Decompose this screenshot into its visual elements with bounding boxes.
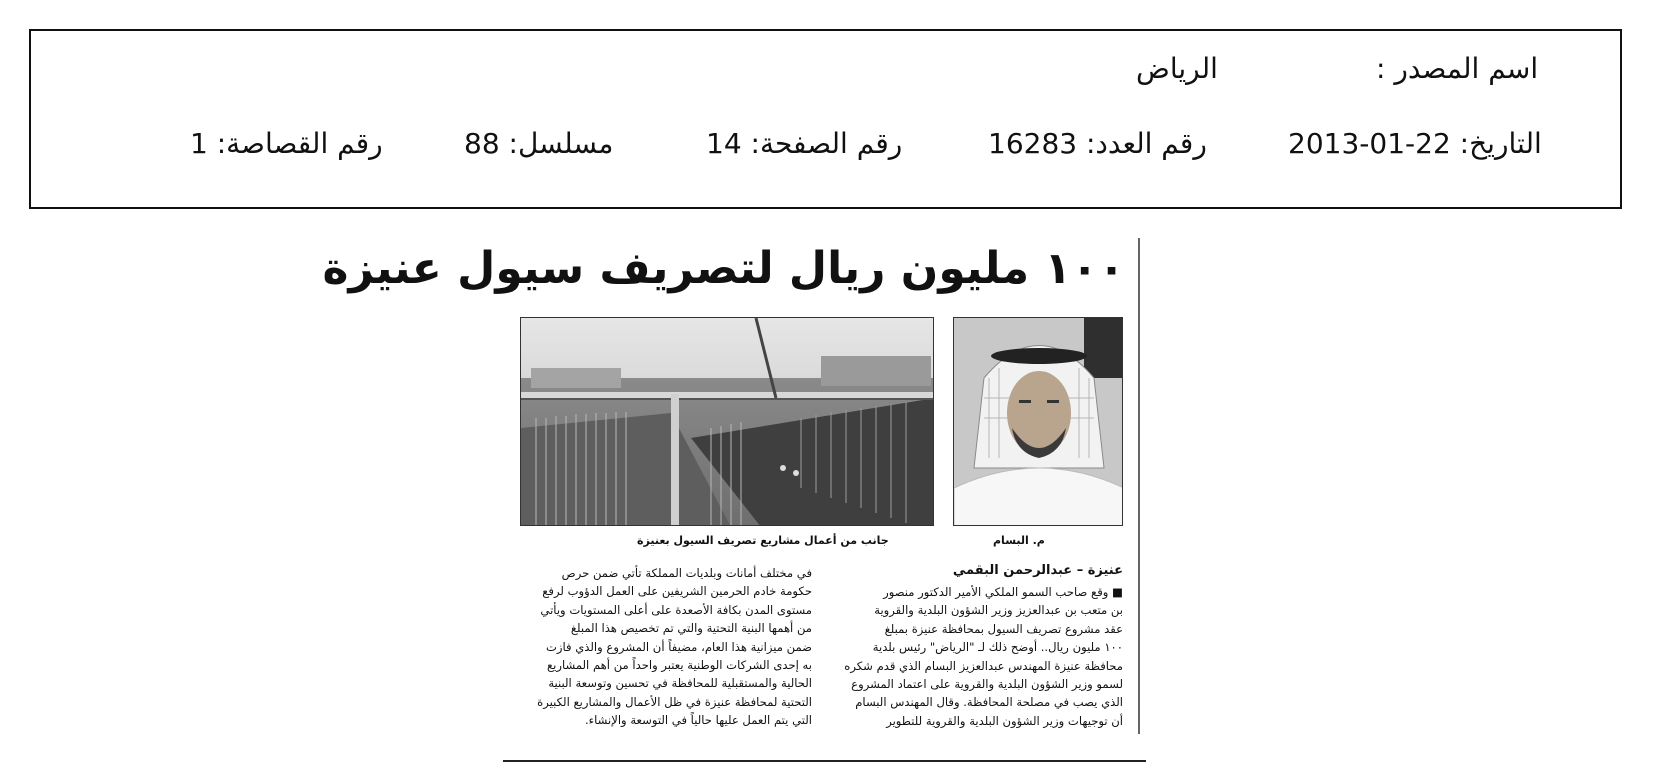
clipping-right-rule bbox=[1138, 238, 1140, 734]
source-label: اسم المصدر : bbox=[1376, 52, 1539, 85]
source-value: الرياض bbox=[1136, 52, 1218, 85]
column-line: أن توجيهات وزير الشؤون البلدية والقروية للتطوير bbox=[886, 713, 1123, 728]
column-line: به إحدى الشركات الوطنية يعتبر واحداً من أهم المشاريع bbox=[546, 658, 812, 673]
column-line: محافظة عنيزة المهندس عبدالعزيز البسام الذي قدم شكره bbox=[844, 658, 1123, 673]
column-line: بن متعب بن عبدالعزيز وزير الشؤون البلدية والقروية bbox=[874, 603, 1123, 618]
column-line: الحالية والمستقبلية للمحافظة في تحسين وتوسعة البنية bbox=[548, 676, 812, 691]
column-line: ضمن ميزانية هذا العام، مضيفاً أن المشروع والذي فازت bbox=[545, 639, 812, 654]
date-field: التاريخ: 22-01-2013 bbox=[1288, 127, 1542, 160]
clipping-bottom-rule bbox=[503, 760, 1146, 762]
column-line: التي يتم العمل عليها حالياً في التوسعة والإنشاء. bbox=[584, 713, 812, 728]
column-line: عقد مشروع تصريف السيول بمحافظة عنيزة بمبلغ bbox=[884, 621, 1123, 636]
column-line: ١٠٠ مليون ريال.. أوضح ذلك لـ "الرياض" رئيس بلدية bbox=[872, 640, 1123, 655]
column-line: من أهمها البنية التحتية والتي تم تخصيص هذا المبلغ bbox=[570, 621, 812, 636]
column-line: الذي يصب في مصلحة المحافظة. وقال المهندس البسام bbox=[855, 695, 1123, 710]
serial-number-field: مسلسل: 88 bbox=[464, 127, 614, 160]
article-column-right bbox=[832, 583, 1123, 730]
construction-photo bbox=[520, 317, 934, 526]
article-byline: عنيزة – عبدالرحمن البقمي bbox=[952, 563, 1123, 578]
column-line: التحتية لمحافظة عنيزة في ظل الأعمال والمشاريع الكبيرة bbox=[537, 694, 812, 709]
construction-photo-caption: جانب من أعمال مشاريع تصريف السيول بعنيزة bbox=[637, 534, 889, 547]
page-number-field: رقم الصفحة: 14 bbox=[706, 127, 903, 160]
column-line: لسمو وزير الشؤون البلدية والقروية على اعتماد المشروع bbox=[851, 677, 1123, 692]
column-line: حكومة خادم الحرمين الشريفين على العمل الدؤوب لرفع bbox=[542, 584, 812, 599]
article-column-left bbox=[520, 564, 812, 730]
issue-number-field: رقم العدد: 16283 bbox=[988, 127, 1207, 160]
article-headline: ١٠٠ مليون ريال لتصريف سيول عنيزة bbox=[322, 243, 1125, 294]
column-line: ■ وقع صاحب السمو الملكي الأمير الدكتور منصور bbox=[883, 585, 1123, 599]
portrait-photo bbox=[953, 317, 1123, 526]
portrait-photo-caption: م. البسام bbox=[993, 534, 1045, 547]
clip-number-field: رقم القصاصة: 1 bbox=[190, 127, 383, 160]
column-line: مستوى المدن بكافة الأصعدة على أعلى المستويات ويأتي bbox=[540, 602, 812, 617]
column-line: في مختلف أمانات وبلديات المملكة تأتي ضمن حرص bbox=[561, 566, 812, 580]
